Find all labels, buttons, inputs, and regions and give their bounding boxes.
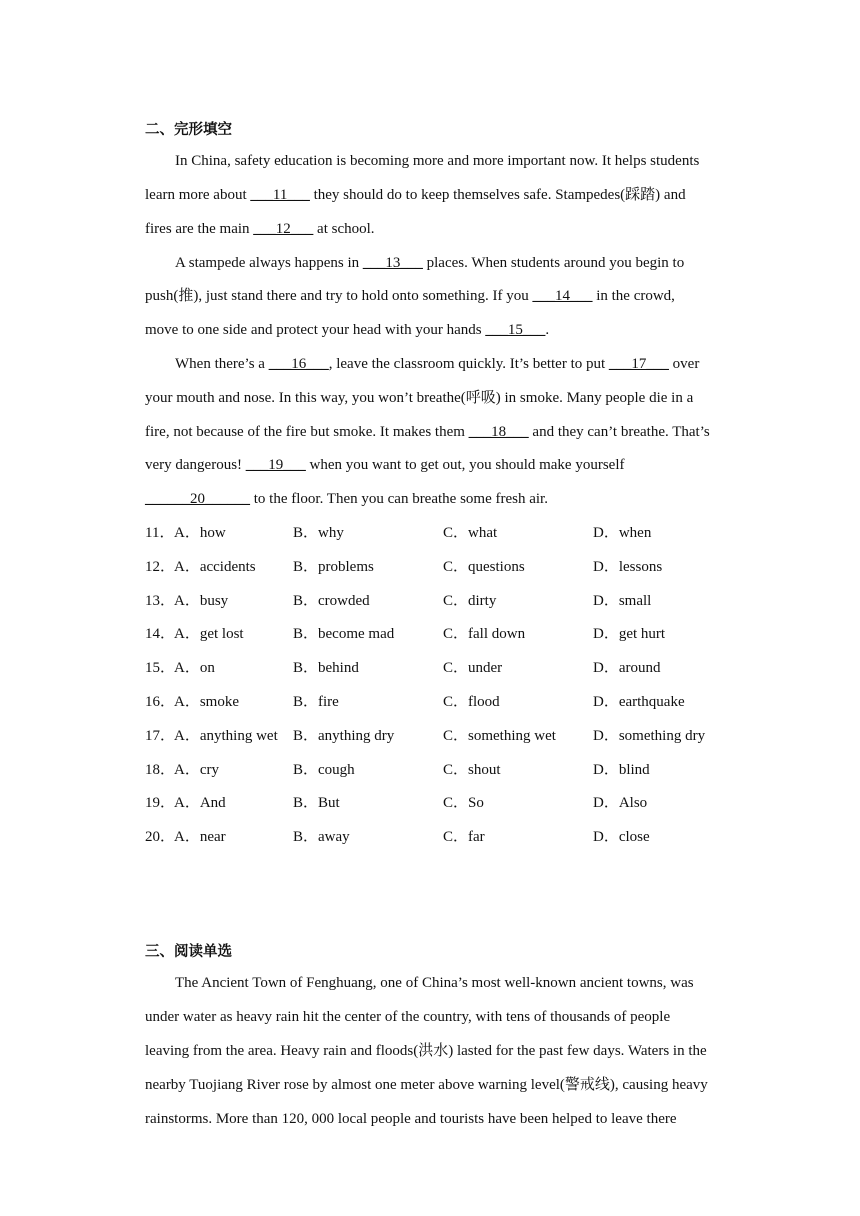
question-row (145, 624, 745, 644)
option-d: D．get hurt (593, 626, 666, 642)
option-d: D．close (593, 829, 650, 845)
question-number: 18． (145, 762, 176, 778)
option-c: C．fall down (443, 626, 526, 642)
question-row (145, 692, 745, 712)
question-row (145, 591, 745, 611)
blank-20: ______20______ (145, 491, 250, 507)
option-b: B．why (293, 525, 344, 541)
option-a: A．busy (174, 593, 229, 609)
option-d: D．earthquake (593, 694, 685, 710)
option-c: C．flood (443, 694, 500, 710)
blank-19: ___19___ (245, 457, 306, 473)
blank-12: ___12___ (253, 221, 314, 237)
question-row (145, 793, 745, 813)
blank-11: ___11___ (250, 187, 310, 203)
option-d: D．when (593, 525, 652, 541)
option-b: B．But (293, 795, 340, 811)
blank-13: ___13___ (362, 255, 423, 271)
question-number: 11． (145, 525, 175, 541)
section-heading: 二、完形填空 (145, 122, 232, 138)
passage-line: leaving from the area. Heavy rain and floods(洪水) lasted for the past few days. Waters in the (145, 1043, 707, 1059)
option-d: D．something dry (593, 728, 706, 744)
passage-line: fire, not because of the fire but smoke. It makes them ___18___ and they can’t breathe. That’s (145, 424, 710, 440)
passage-line: When there’s a ___16___, leave the classroom quickly. It’s better to put ___17___ over (175, 356, 700, 372)
option-b: B．fire (293, 694, 339, 710)
option-a: A．get lost (174, 626, 244, 642)
question-number: 19． (145, 795, 176, 811)
passage-line: rainstorms. More than 120, 000 local people and tourists have been helped to leave there (145, 1111, 677, 1127)
option-c: C．something wet (443, 728, 556, 744)
passage-line: your mouth and nose. In this way, you won’t breathe(呼吸) in smoke. Many people die in a (145, 390, 694, 406)
option-d: D．Also (593, 795, 648, 811)
question-number: 20． (145, 829, 176, 845)
question-number: 13． (145, 593, 176, 609)
option-c: C．shout (443, 762, 501, 778)
passage-line: In China, safety education is becoming more and more important now. It helps students (175, 153, 700, 169)
option-d: D．lessons (593, 559, 663, 575)
passage-line: learn more about ___11___ they should do to keep themselves safe. Stampedes(踩踏) and (145, 187, 686, 203)
question-row (145, 726, 745, 746)
option-a: A．cry (174, 762, 219, 778)
option-b: B．away (293, 829, 350, 845)
option-b: B．crowded (293, 593, 370, 609)
passage-line: A stampede always happens in ___13___ places. When students around you begin to (175, 255, 685, 271)
option-a: A．near (174, 829, 226, 845)
passage-line: very dangerous! ___19___ when you want to get out, you should make yourself (145, 457, 625, 473)
question-number: 12． (145, 559, 176, 575)
passage-line: The Ancient Town of Fenghuang, one of China’s most well-known ancient towns, was (175, 975, 694, 991)
option-d: D．blind (593, 762, 650, 778)
passage-line: move to one side and protect your head with your hands ___15___. (145, 322, 550, 338)
question-row (145, 827, 745, 847)
question-number: 14． (145, 626, 176, 642)
option-c: C．under (443, 660, 503, 676)
blank-16: ___16___ (268, 356, 329, 372)
question-row (145, 557, 745, 577)
option-b: B．anything dry (293, 728, 395, 744)
option-c: C．So (443, 795, 484, 811)
passage-line: fires are the main ___12___ at school. (145, 221, 375, 237)
option-c: C．questions (443, 559, 525, 575)
passage-line: push(推), just stand there and try to hold onto something. If you ___14___ in the crowd, (145, 288, 675, 304)
question-row (145, 760, 745, 780)
blank-17: ___17___ (608, 356, 669, 372)
option-d: D．around (593, 660, 661, 676)
option-b: B．become mad (293, 626, 395, 642)
question-number: 16． (145, 694, 176, 710)
passage-line: under water as heavy rain hit the center of the country, with tens of thousands of people (145, 1009, 671, 1025)
option-b: B．cough (293, 762, 355, 778)
option-b: B．behind (293, 660, 359, 676)
option-a: A．how (174, 525, 226, 541)
option-a: A．smoke (174, 694, 239, 710)
passage-line: ______20______ to the floor. Then you can breathe some fresh air. (145, 491, 548, 507)
option-a: A．anything wet (174, 728, 278, 744)
option-b: B．problems (293, 559, 374, 575)
question-number: 15． (145, 660, 176, 676)
question-row (145, 523, 745, 543)
option-a: A．And (174, 795, 226, 811)
blank-15: ___15___ (485, 322, 546, 338)
question-row (145, 658, 745, 678)
blank-18: ___18___ (468, 424, 529, 440)
passage-line: nearby Tuojiang River rose by almost one meter above warning level(警戒线), causing heavy (145, 1077, 708, 1093)
option-d: D．small (593, 593, 652, 609)
option-a: A．accidents (174, 559, 256, 575)
option-c: C．what (443, 525, 498, 541)
option-c: C．dirty (443, 593, 497, 609)
option-c: C．far (443, 829, 485, 845)
option-a: A．on (174, 660, 215, 676)
question-number: 17． (145, 728, 176, 744)
blank-14: ___14___ (532, 288, 593, 304)
section-heading: 三、阅读单选 (145, 944, 232, 960)
